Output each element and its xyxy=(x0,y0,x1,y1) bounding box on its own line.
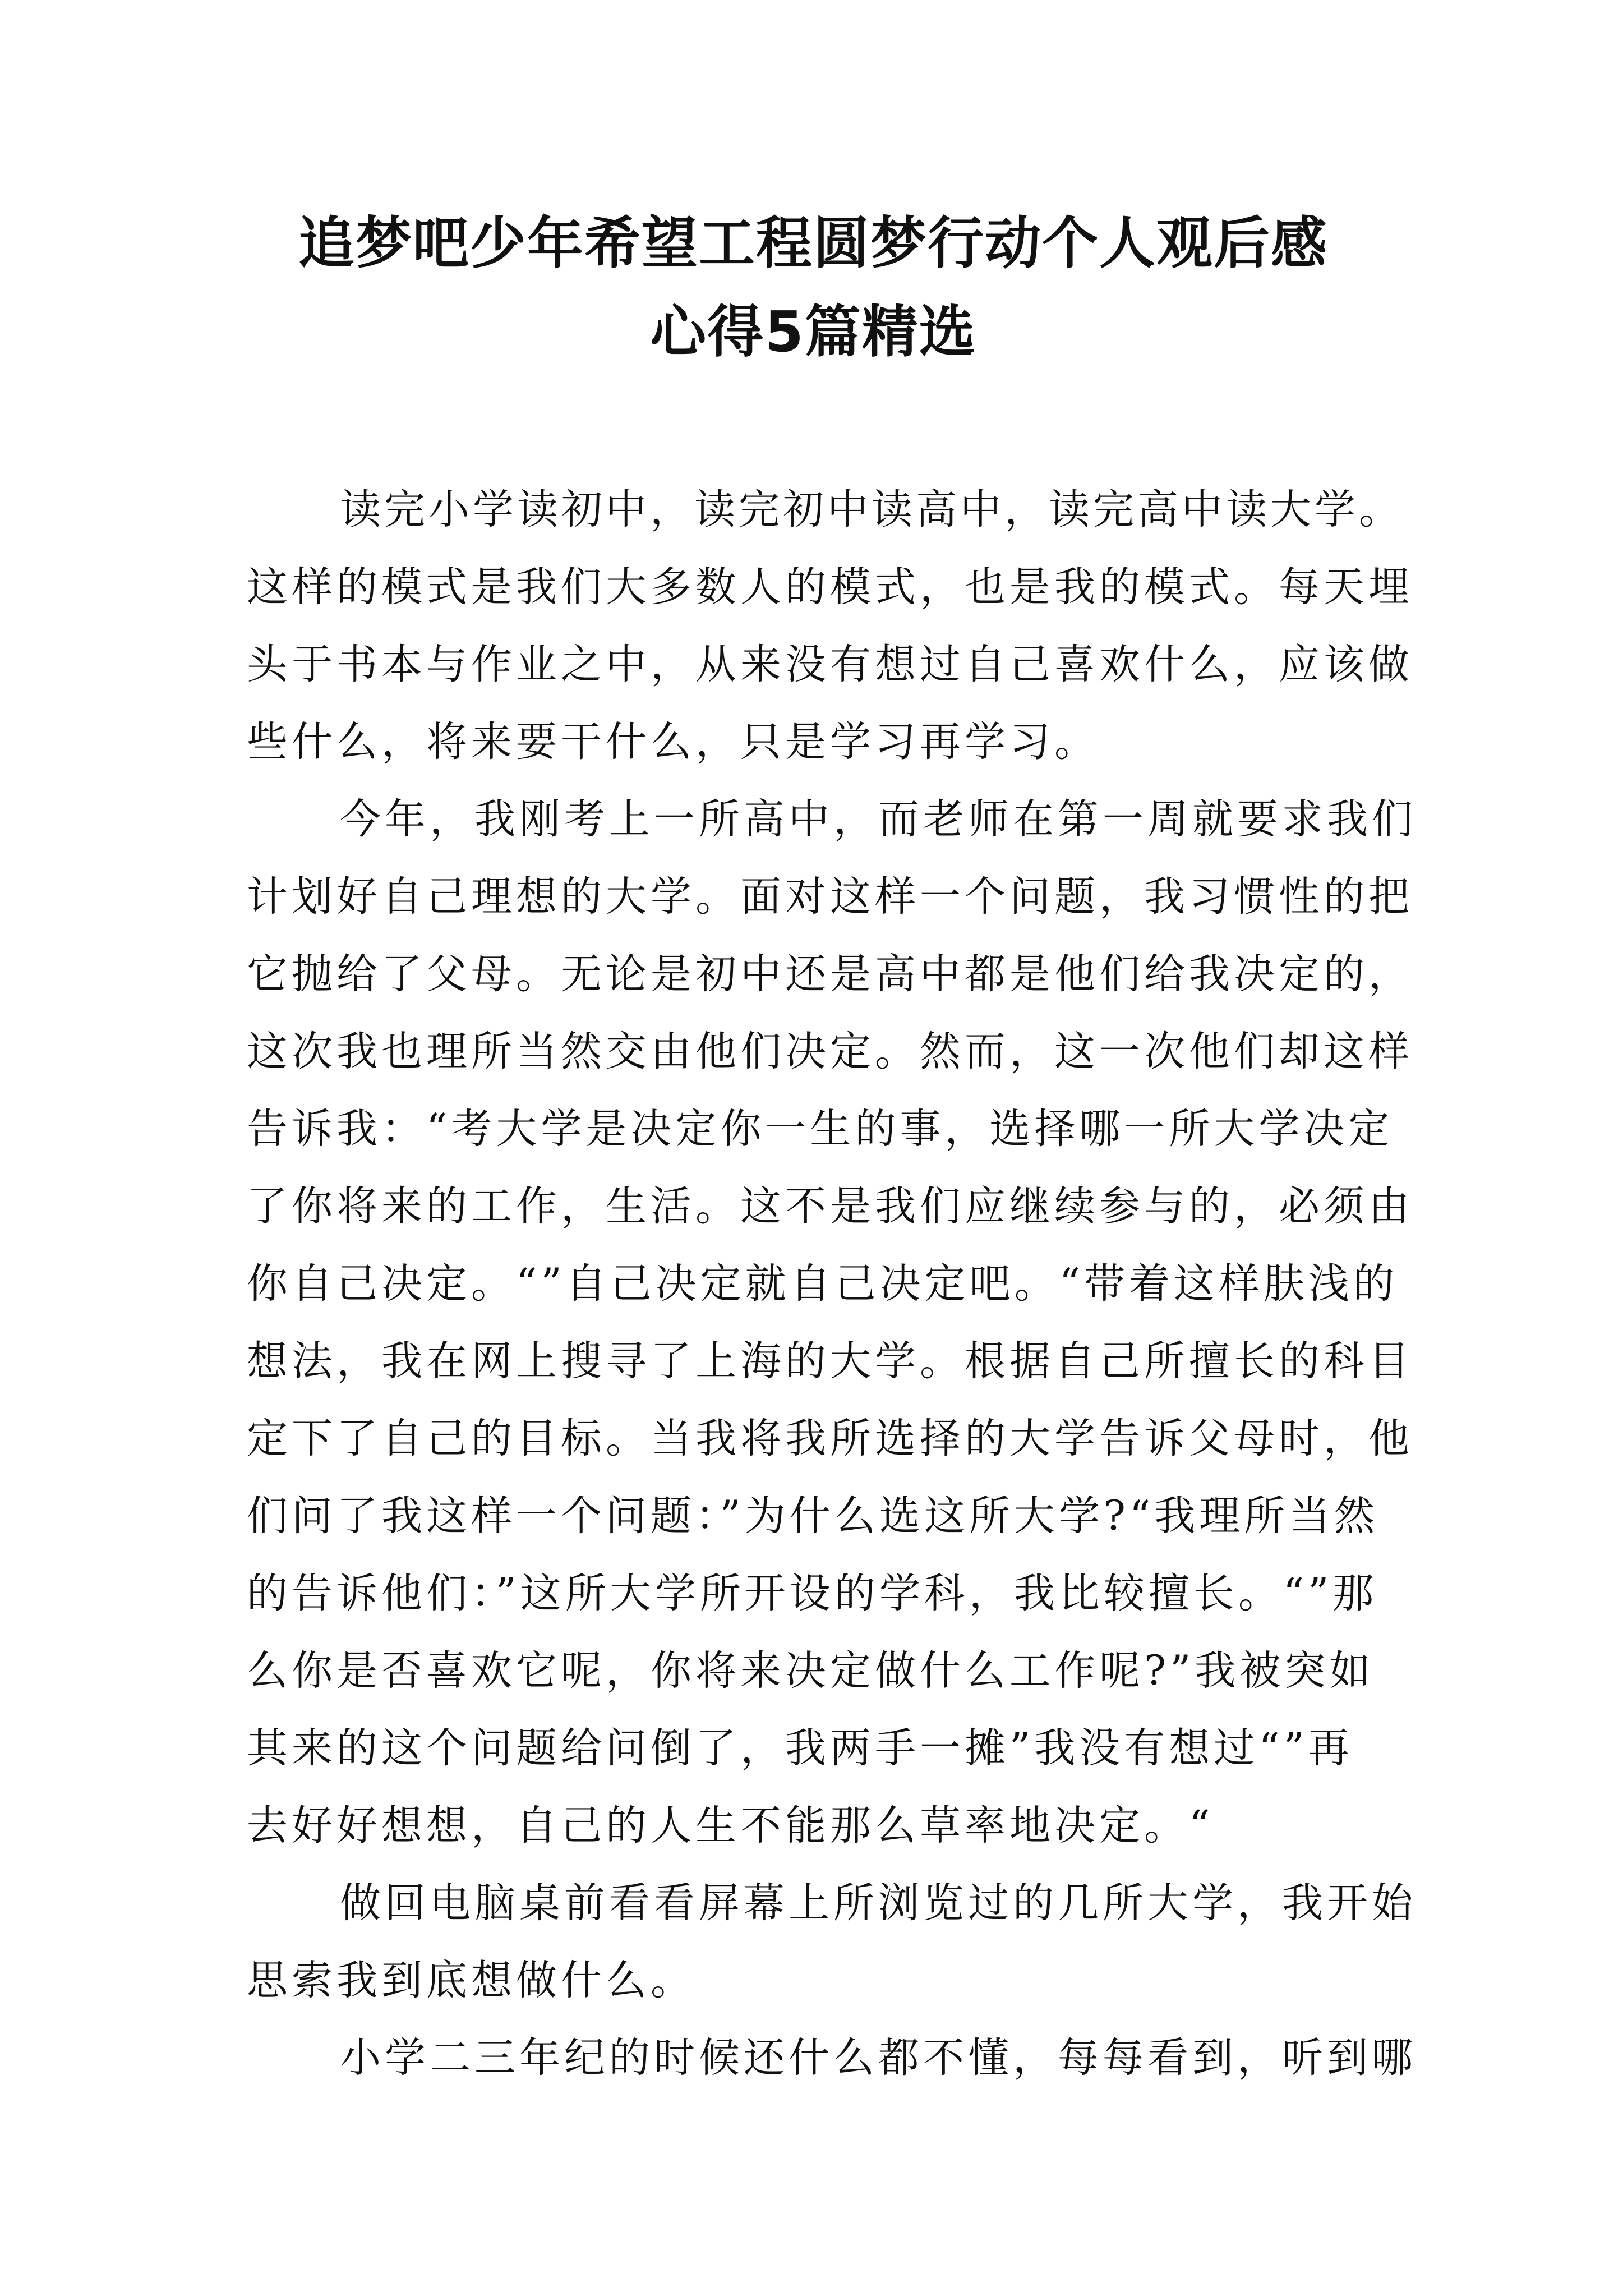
text-line: 定下了自己的目标。当我将我所选择的大学告诉父母时，他 xyxy=(247,1415,1413,1462)
text-line: 读完小学读初中，读完初中读高中，读完高中读大学。 xyxy=(340,486,1403,533)
paragraph xyxy=(247,781,1417,1865)
text-line: 这样的模式是我们大多数人的模式，也是我的模式。每天埋 xyxy=(247,563,1413,611)
paragraph xyxy=(247,471,1413,781)
text-line: 今年，我刚考上一所高中，而老师在第一周就要求我们 xyxy=(340,795,1417,843)
text-line: 们问了我这样一个问题：”为什么选这所大学?“我理所当然 xyxy=(247,1492,1379,1540)
text-line: 你自己决定。“”自己决定就自己决定吧。“带着这样肤浅的 xyxy=(247,1260,1398,1308)
text-line: 告诉我：“考大学是决定你一生的事，选择哪一所大学决定 xyxy=(247,1105,1394,1153)
paragraph xyxy=(247,2019,1417,2097)
text-line: 的告诉他们：”这所大学所开设的学科，我比较擅长。“”那 xyxy=(247,1570,1378,1617)
document-body xyxy=(247,471,1417,2097)
text-line: 计划好自己理想的大学。面对这样一个问题，我习惯性的把 xyxy=(247,873,1413,921)
text-line: 些什么，将来要干什么，只是学习再学习。 xyxy=(247,718,1099,766)
text-line: 它抛给了父母。无论是初中还是高中都是他们给我决定的， xyxy=(247,950,1413,998)
text-line: 这次我也理所当然交由他们决定。然而，这一次他们却这样 xyxy=(247,1028,1413,1075)
text-line: 么你是否喜欢它呢，你将来决定做什么工作呢?”我被突如 xyxy=(247,1647,1375,1695)
title-line: 心得5篇精选 xyxy=(650,299,976,365)
text-line: 其来的这个问题给问倒了，我两手一摊”我没有想过“”再 xyxy=(247,1724,1353,1772)
text-line: 了你将来的工作，生活。这不是我们应继续参与的，必须由 xyxy=(247,1182,1413,1230)
text-line: 做回电脑桌前看看屏幕上所浏览过的几所大学，我开始 xyxy=(340,1879,1417,1927)
text-line: 去好好想想，自己的人生不能那么草率地决定。“ xyxy=(247,1802,1214,1849)
title-line: 追梦吧少年希望工程圆梦行动个人观后感 xyxy=(298,210,1328,276)
document-title xyxy=(247,199,1380,376)
text-line: 小学二三年纪的时候还什么都不懂，每每看到，听到哪 xyxy=(340,2034,1417,2082)
text-line: 想法，我在网上搜寻了上海的大学。根据自己所擅长的科目 xyxy=(247,1337,1413,1385)
text-line: 头于书本与作业之中，从来没有想过自己喜欢什么，应该做 xyxy=(247,641,1413,688)
paragraph xyxy=(247,1865,1417,2019)
text-line: 思索我到底想做什么。 xyxy=(247,1957,695,2004)
